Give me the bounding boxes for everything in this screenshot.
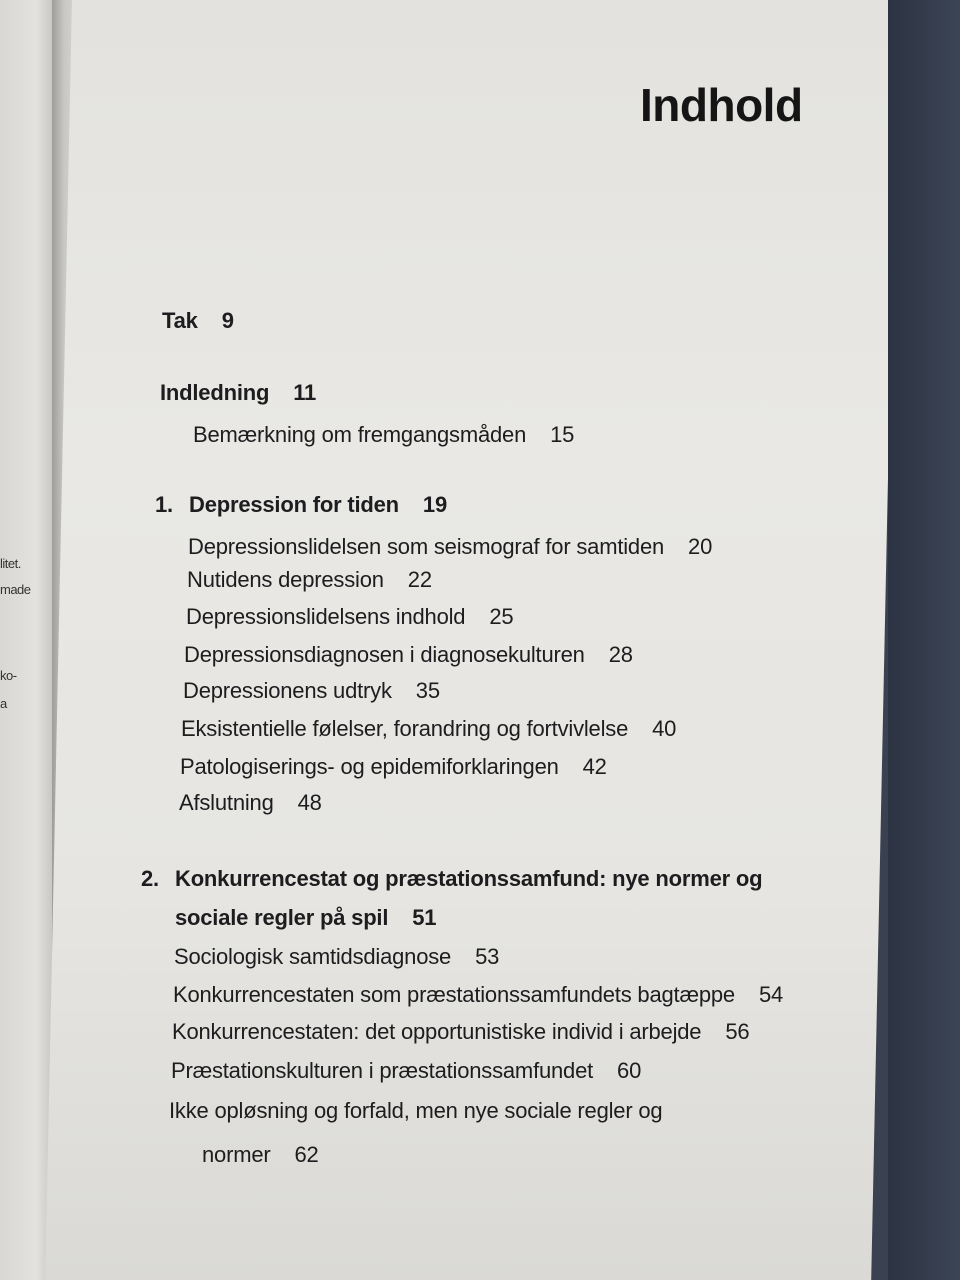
entry-title: Afslutning [179,790,274,815]
toc-entry [202,1142,319,1168]
entry-title: Bemærkning om fremgangsmåden [193,422,527,447]
toc-entry [183,678,440,704]
toc-page [45,0,898,1280]
entry-title: Sociologisk samtidsdiagnose [174,944,452,969]
entry-title: Konkurrencestaten: det opportunistiske individ i arbejde [172,1019,702,1044]
toc-entry [184,642,633,668]
toc-entry [193,422,574,448]
entry-title: Depressionens udtryk [183,678,392,703]
toc-entry [188,534,712,560]
toc-entry [160,380,316,406]
entry-page: 28 [608,642,633,667]
entry-page: 19 [422,492,447,517]
entry-page: 22 [407,567,432,592]
toc-entry [186,604,513,630]
entry-page: 42 [582,754,607,779]
entry-page: 25 [489,604,514,629]
toc-entry [172,1019,749,1045]
entry-page: 56 [725,1019,750,1044]
toc-entry [169,1098,662,1124]
background-surface [888,0,960,1280]
entry-title: normer [202,1142,271,1167]
toc-entry [173,982,783,1008]
page-title: Indhold [640,79,803,131]
entry-page: 51 [412,905,437,930]
entry-title: Patologiserings- og epidemiforklaringen [180,754,559,779]
left-page-fragment: ko- [0,668,17,683]
entry-page: 53 [475,944,500,969]
entry-title: Præstationskulturen i præstationssamfundet [171,1058,594,1083]
toc-entry [187,567,432,593]
entry-page: 54 [758,982,784,1007]
entry-title: Eksistentielle følelser, forandring og fortvivlelse [181,716,629,741]
chapter-number: 2. [141,866,159,891]
toc-chapter-entry [141,866,762,892]
entry-title: Depression for tiden [189,492,399,517]
entry-title: Tak [162,308,198,333]
toc-entry [179,790,322,816]
left-page-fragment: a [0,696,7,711]
chapter-number: 1. [155,492,173,517]
entry-title: Nutidens depression [187,567,384,592]
entry-page: 15 [550,422,575,447]
toc-entry [174,944,499,970]
toc-chapter-entry [155,492,447,518]
entry-page: 35 [415,678,440,703]
entry-page: 60 [617,1058,642,1083]
entry-title: Ikke opløsning og forfald, men nye sociale regler og [169,1098,663,1123]
entry-title: sociale regler på spil [175,905,389,930]
entry-page: 9 [221,308,234,333]
entry-title: Depressionsdiagnosen i diagnosekulturen [184,642,585,667]
toc-entry [171,1058,641,1084]
toc-entry [175,905,436,931]
entry-title: Depressionslidelsen som seismograf for samtiden [188,534,665,559]
entry-page: 40 [652,716,677,741]
entry-page: 48 [297,790,322,815]
toc-entry [180,754,607,780]
entry-title: Indledning [160,380,270,405]
entry-page: 11 [293,380,317,405]
entry-title: Depressionslidelsens indhold [186,604,466,629]
toc-entry [162,308,234,334]
entry-page: 62 [294,1142,319,1167]
toc-entry [181,716,676,742]
entry-page: 20 [688,534,713,559]
left-page-fragment: litet. [0,556,21,571]
left-page-fragment: made [0,582,31,597]
entry-title: Konkurrencestaten som præstationssamfundets bagtæppe [173,982,735,1007]
entry-title: Konkurrencestat og præstationssamfund: nye normer og [175,866,763,891]
